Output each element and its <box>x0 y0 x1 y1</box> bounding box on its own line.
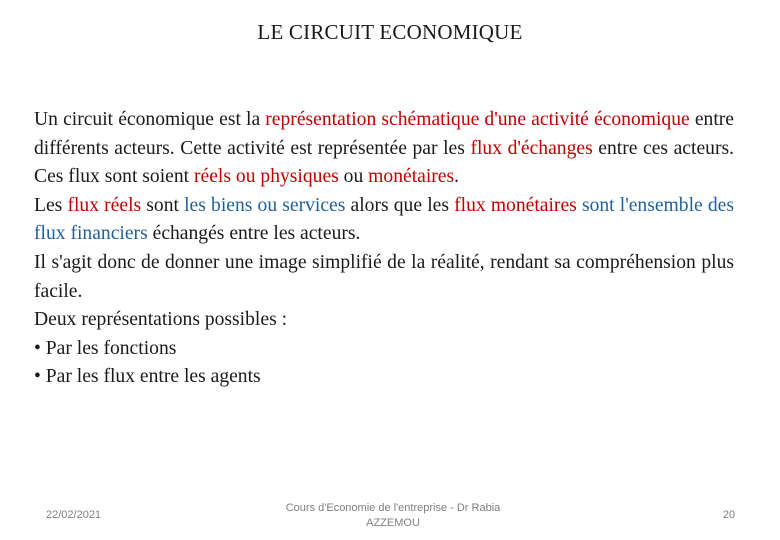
p1-seg-8: monétaires <box>368 166 455 188</box>
p2-seg-5: flux monétaires <box>454 194 577 216</box>
p1-seg-9: . <box>454 166 460 188</box>
p1-seg-6: réels ou physiques <box>194 166 339 188</box>
p1-seg-0: Un circuit économique <box>34 109 214 130</box>
slide-body <box>34 106 734 392</box>
p2-seg-0: Les <box>34 194 68 216</box>
slide-title: LE CIRCUIT ECONOMIQUE <box>257 20 523 44</box>
p2-seg-8: échangés entre les acteurs. <box>147 223 361 245</box>
paragraph-flux <box>34 192 734 249</box>
p1-seg-5: entre ces acteurs. Ces flux sont soient <box>34 137 734 188</box>
p2-seg-3: les biens ou services <box>184 194 346 216</box>
paragraph-representations: Deux représentations possibles : <box>34 309 288 331</box>
footer-date: 22/02/2021 <box>46 509 102 521</box>
bullet-list <box>34 335 734 392</box>
p2-seg-1: flux réels <box>67 194 142 216</box>
p1-seg-4: flux d'échanges <box>470 137 593 159</box>
p2-seg-4: alors que les <box>345 194 455 216</box>
slide-number: 20 <box>722 509 736 521</box>
p1-seg-3: entre différents acteurs. Cette activité est représentée par les <box>34 109 734 159</box>
p1-seg-1: est la <box>214 109 266 130</box>
paragraph-definition <box>34 106 734 192</box>
p2-seg-2: sont <box>141 194 185 216</box>
p1-seg-7: ou <box>338 166 369 188</box>
bullet-item-functions: • Par les fonctions <box>34 337 177 359</box>
paragraph-simplification: Il s'agit donc de donner une image simplifié de la réalité, rendant sa compréhension plus facile. <box>34 251 734 302</box>
footer-course-title: Cours d'Economie de l'entreprise - Dr Rabia AZZEMOU <box>285 502 501 529</box>
p2-seg-7: sont l'ensemble des flux financiers <box>34 194 734 245</box>
p1-seg-2: représentation schématique d'une activité économique <box>265 109 690 130</box>
bullet-item-agents: • Par les flux entre les agents <box>34 366 261 388</box>
